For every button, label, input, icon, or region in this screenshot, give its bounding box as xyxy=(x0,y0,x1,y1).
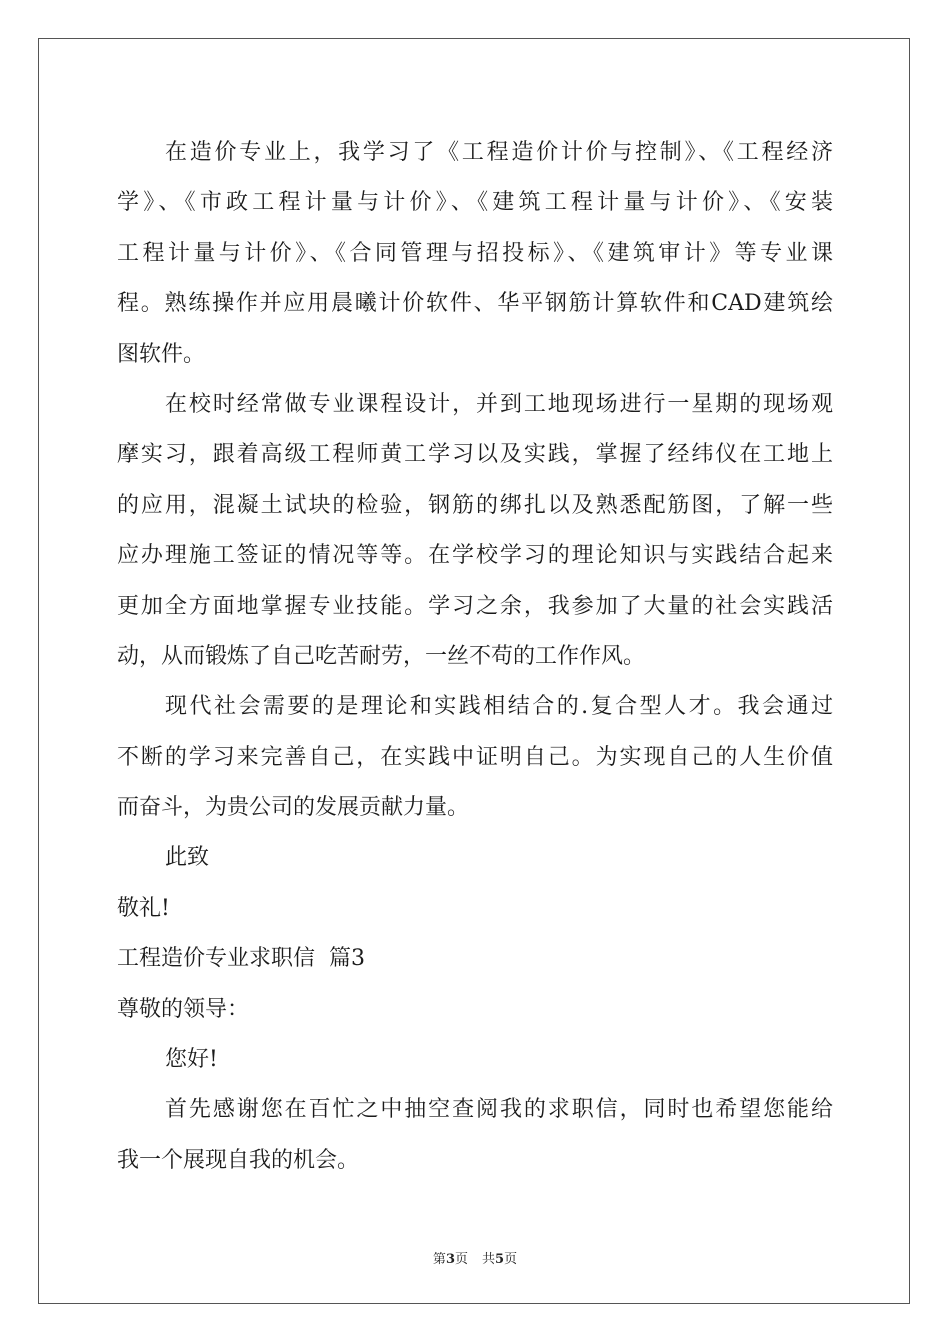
closing-line: 此致 xyxy=(165,845,210,871)
greeting: 您好! xyxy=(165,1047,218,1073)
footer-total-prefix: 共 xyxy=(482,1252,496,1267)
section-title: 工程造价专业求职信 篇3 xyxy=(117,946,365,972)
paragraph-line: 更加全方面地掌握专业技能。学习之余，我参加了大量的社会实践活 xyxy=(117,593,833,619)
paragraph-line: 现代社会需要的是理论和实践相结合的.复合型人才。我会通过 xyxy=(165,694,833,720)
paragraph-line: 摩实习，跟着高级工程师黄工学习以及实践，掌握了经纬仪在工地上 xyxy=(117,442,833,468)
page-footer xyxy=(0,1248,950,1267)
paragraph-line: 不断的学习来完善自己，在实践中证明自己。为实现自己的人生价值 xyxy=(117,744,833,770)
paragraph-line: 的应用，混凝土试块的检验，钢筋的绑扎以及熟悉配筋图，了解一些 xyxy=(117,492,833,518)
salutation: 尊敬的领导： xyxy=(117,996,250,1022)
paragraph-line: 动，从而锻炼了自己吃苦耐劳，一丝不苟的工作作风。 xyxy=(117,643,646,669)
document-body xyxy=(117,128,833,1186)
paragraph-line: 学》、《市政工程计量与计价》、《建筑工程计量与计价》、《安装 xyxy=(117,190,833,216)
paragraph-line: 我一个展现自我的机会。 xyxy=(117,1147,360,1173)
paragraph-line: 而奋斗，为贵公司的发展贡献力量。 xyxy=(117,795,470,821)
paragraph-line: 首先感谢您在百忙之中抽空查阅我的求职信，同时也希望您能给 xyxy=(165,1097,833,1123)
paragraph-line: 图软件。 xyxy=(117,341,206,367)
paragraph-line: 在造价专业上，我学习了《工程造价计价与控制》、《工程经济 xyxy=(165,140,833,165)
paragraph-line: 应办理施工签证的情况等等。在学校学习的理论知识与实践结合起来 xyxy=(117,543,833,569)
footer-total-suffix: 页 xyxy=(504,1252,518,1267)
footer-prefix: 第 xyxy=(432,1252,446,1267)
paragraph-line: 在校时经常做专业课程设计，并到工地现场进行一星期的现场观 xyxy=(165,391,833,417)
closing-salute: 敬礼! xyxy=(117,895,170,921)
footer-page-word: 页 xyxy=(454,1252,468,1267)
current-page-number: 3 xyxy=(445,1252,455,1267)
paragraph-line: 程。熟练操作并应用晨曦计价软件、华平钢筋计算软件和CAD建筑绘 xyxy=(117,291,833,317)
paragraph-line: 工程计量与计价》、《合同管理与招投标》、《建筑审计》等专业课 xyxy=(117,240,833,266)
total-page-number: 5 xyxy=(495,1252,505,1267)
